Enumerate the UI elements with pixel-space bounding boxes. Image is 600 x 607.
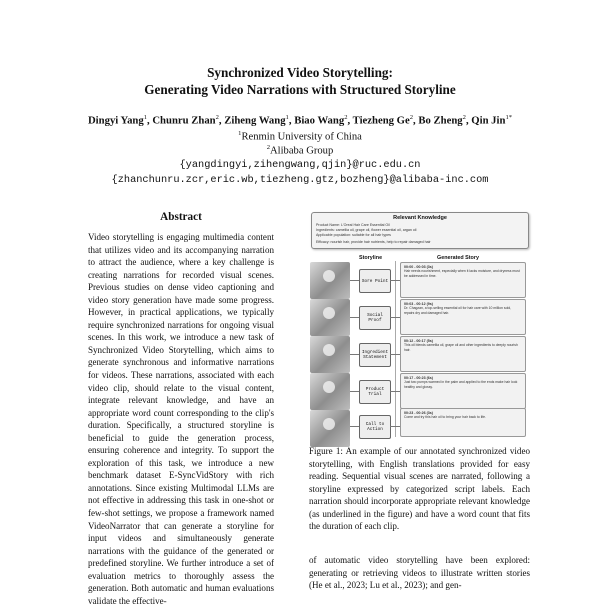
story-header: Generated Story — [437, 255, 479, 261]
video-frame-thumbnail — [310, 299, 350, 336]
video-frame-thumbnail — [310, 262, 350, 299]
knowledge-title: Relevant Knowledge — [393, 215, 447, 221]
script-label: Sore Point — [359, 269, 391, 293]
connector — [390, 317, 400, 318]
paper-title — [0, 64, 600, 98]
author-sup: 2 — [344, 114, 348, 121]
clip-time: 00:17 - 00:23 (6s) — [404, 376, 433, 380]
affiliation-2 — [0, 144, 600, 157]
script-label: Social Proof — [359, 306, 391, 330]
author-sup: 1 — [143, 114, 147, 121]
author: Tiezheng Ge — [352, 114, 410, 127]
connector — [350, 354, 359, 355]
affiliation-name: Renmin University of China — [241, 131, 362, 143]
relevant-knowledge-box — [311, 212, 529, 249]
divider — [395, 261, 396, 437]
author: Dingyi Yang — [87, 114, 144, 127]
affiliation-sup: 2 — [266, 144, 271, 151]
affiliation-name: Alibaba Group — [270, 145, 334, 157]
narration: Dr. Chagzan, a top-selling essential oil for hair care with 10 million sold, repairs dry and damaged hair. — [404, 306, 512, 315]
story-box — [400, 373, 526, 409]
author-sup: 2 — [215, 114, 219, 121]
narration: Come and try this hair oil to bring your hair back to life. — [404, 415, 486, 420]
clip-time: 00:23 - 00:26 (3s) — [404, 411, 433, 415]
video-frame-thumbnail — [310, 336, 350, 373]
body-text: of automatic video storytelling have been explored: generating or retrieving videos to illustrate written stories (He et al., 2023; Lu et al., 2023); and gen- — [309, 555, 530, 591]
narration: Hair needs nourishment, especially when it lacks moisture, and dryness must be addressed in time. — [404, 269, 520, 278]
title-line-2: Generating Video Narrations with Structured Storyline — [144, 82, 456, 97]
video-frame-thumbnail — [310, 410, 350, 447]
connector — [390, 426, 400, 427]
story-box — [400, 408, 526, 437]
script-label: Ingredient Statement — [359, 343, 391, 367]
email-alibaba: {zhanchunru.zcr,eric.wb,tiezheng.gtz,bozheng}@alibaba-inc.com — [111, 174, 489, 186]
author-sup: 2 — [409, 114, 414, 121]
email-ruc: {yangdingyi,zihengwang,qjin}@ruc.edu.cn — [179, 159, 421, 171]
story-box — [400, 336, 526, 372]
author: Ziheng Wang — [224, 114, 286, 127]
clip-time: 00:00 - 00:03 (3s) — [404, 265, 433, 269]
author-sup: 1 — [285, 114, 289, 121]
storyline-header: Storyline — [359, 255, 383, 261]
author-list: Dingyi Yang$^1$, Chunru Zhan$^2$, Ziheng Wang$^1$, Biao Wang$^2$, Tiezheng Ge$^2$, Bo Zheng$^2$, Qin Jin$^{1*}$ — [87, 114, 513, 127]
author: Bo Zheng — [418, 114, 463, 127]
author-sup: 2 — [462, 114, 466, 121]
author-sup: 1* — [505, 114, 513, 121]
author: Biao Wang — [294, 114, 345, 127]
video-frame-thumbnail — [310, 373, 350, 410]
connector — [350, 317, 359, 318]
knowledge-line: Product Name: L'Oreal Hair Care Essential Oil — [316, 223, 390, 227]
author: Qin Jin — [471, 114, 506, 127]
abstract-heading: Abstract — [160, 211, 202, 223]
connector — [350, 280, 359, 281]
knowledge-line: Applicable population: suitable for all hair types — [316, 233, 391, 237]
script-label: Product Trial — [359, 380, 391, 404]
connector — [390, 354, 400, 355]
clip-time: 00:03 - 00:12 (9s) — [404, 302, 433, 306]
figure-1 — [309, 212, 530, 437]
script-label: Call to Action — [359, 415, 391, 439]
connector — [390, 391, 400, 392]
clip-time: 00:12 - 00:17 (5s) — [404, 339, 433, 343]
figure-caption: Figure 1: An example of our annotated synchronized video storytelling, with English translations provided for easy reading. Sequential visual scenes are narrated, following a storyline expressed by categorized script labels. Each narration should incorporate appropriate relevant knowledge (as underlined in the figure) and have a word count that fits the duration of each clip. — [309, 446, 530, 532]
title-line-1: Synchronized Video Storytelling: — [207, 65, 393, 80]
knowledge-line: Ingredients: camellia oil, grape oil, flower essential oil, argan oil — [316, 228, 417, 232]
narration: Just two pumps warmed in the palm and applied to the ends make hair look healthy and glossy. — [404, 380, 518, 389]
story-box — [400, 262, 526, 298]
abstract-text: Video storytelling is engaging multimedia content that utilizes video and its accompanying narration to attract the audience, where a key challenge is creating narrations for recorded visual scenes. Previous studies on dense video captioning and video story generation have made some progress. However, in practical applications, we typically require synchronized narrations for ongoing visual scenes. In this work, we introduce a new task of Synchronized Video Storytelling, which aims to generate synchronous and informative narrations for videos. These narrations, associated with each video clip, should relate to the visual content, integrate relevant knowledge, and have an appropriate word count corresponding to the clip's duration. Specifically, a structured storyline is beneficial to guide the generation process, ensuring coherence and integrity. To support the exploration of this task, we introduce a new benchmark dataset E-SyncVidStory with rich annotations. Since existing Multimodal LLMs are not effective in addressing this task in one-shot or few-shot settings, we propose a framework named VideoNarrator that can generate a storyline for input videos and simultaneously generate narrations with the guidance of the generated or predefined storyline. We further introduce a set of evaluation metrics to thoroughly assess the generation. Both automatic and human evaluations validate the effective- — [88, 232, 274, 606]
connector — [350, 426, 359, 427]
knowledge-line: Efficacy: nourish hair, provide hair nutrients, help to repair damaged hair — [316, 240, 431, 244]
story-box — [400, 299, 526, 335]
connector — [350, 391, 359, 392]
affiliation-sup: 1 — [238, 130, 242, 137]
connector — [390, 280, 400, 281]
narration: This oil blends camellia oil, grape oil and other ingredients to deeply nourish hair. — [404, 343, 518, 352]
affiliation-1 — [0, 130, 600, 143]
author: Chunru Zhan — [152, 114, 216, 127]
